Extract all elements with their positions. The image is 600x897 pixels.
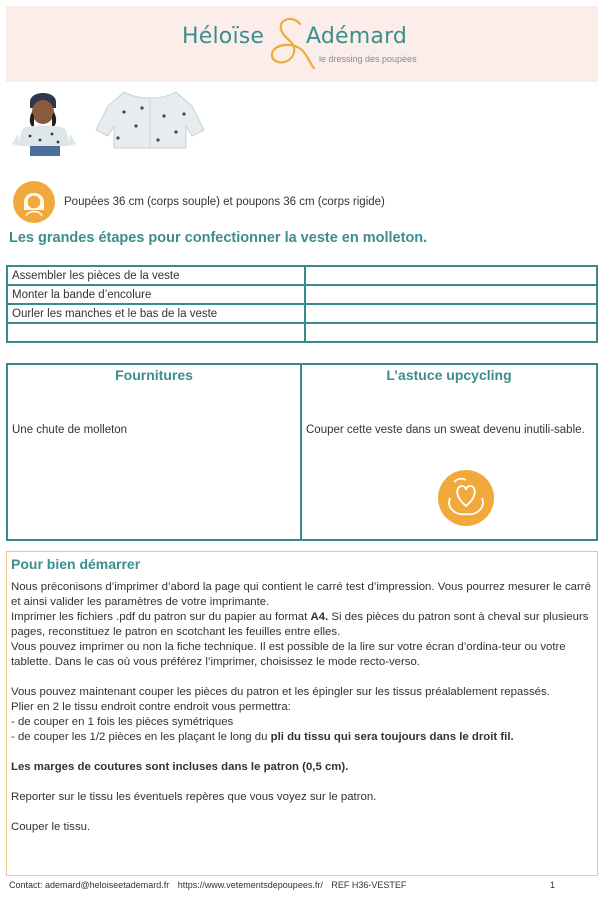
table-row xyxy=(7,304,597,323)
paragraph: Vous pouvez maintenant couper les pièces du patron et les épingler sur les tissus préalablement repassés. xyxy=(11,686,550,698)
website-link[interactable]: https://www.vetementsdepoupees.fr/ xyxy=(177,880,323,890)
doll-photo xyxy=(8,86,80,158)
footer xyxy=(9,880,569,890)
page-number: 1 xyxy=(550,880,556,890)
header-banner xyxy=(6,6,598,82)
contact-email[interactable]: Contact: ademard@heloiseetademard.fr xyxy=(9,880,170,890)
getting-started-box xyxy=(6,551,598,876)
step-cell: Assembler les pièces de la veste xyxy=(7,266,305,285)
seam-allowance-note: Les marges de coutures sont incluses dans le patron (0,5 cm). xyxy=(11,761,349,773)
upcycling-text: Couper cette veste dans un sweat devenu inutili-sable. xyxy=(306,424,585,436)
brand-name-right: Adémard xyxy=(306,24,408,49)
paragraph: Couper le tissu. xyxy=(11,821,91,833)
step-empty-cell xyxy=(305,323,597,342)
upcycling-box xyxy=(300,363,598,541)
getting-started-title: Pour bien démarrer xyxy=(11,556,141,572)
doll-size-info: Poupées 36 cm (corps souple) et poupons 36 cm (corps rigide) xyxy=(64,196,385,208)
supplies-title: Fournitures xyxy=(115,367,193,383)
paragraph: - de couper en 1 fois les pièces symétriques xyxy=(11,716,234,728)
paragraph: Imprimer les fichiers .pdf du patron sur du papier au format A4. Si des pièces du patron sont à cheval sur plusieurs pages, reconstituez le patron en scotchant les feuilles entre elles. xyxy=(11,611,589,638)
supplies-text: Une chute de molleton xyxy=(12,424,128,436)
steps-title: Les grandes étapes pour confectionner la veste en molleton. xyxy=(9,230,428,246)
table-row xyxy=(7,285,597,304)
reference-code: REF H36-VESTEF xyxy=(331,880,407,890)
step-empty-cell xyxy=(305,285,597,304)
getting-started-body xyxy=(11,580,591,835)
heart-hands-icon xyxy=(436,468,496,528)
brand-tagline: le dressing des poupées xyxy=(319,54,417,64)
step-cell xyxy=(7,323,305,342)
paragraph: Vous pouvez imprimer ou non la fiche technique. Il est possible de la lire sur votre écran d’ordina-teur ou votre tablette. Dans le cas où vous préférez l’imprimer, choisissez le mode recto-verso. xyxy=(11,641,566,668)
jacket-photo xyxy=(94,86,206,152)
step-empty-cell xyxy=(305,266,597,285)
paragraph: Nous préconisons d’imprimer d’abord la page qui contient le carré test d’impression. Vous pourrez mesurer le carré et ainsi valider les paramètres de votre imprimante. xyxy=(11,581,591,608)
table-row xyxy=(7,323,597,342)
paragraph: Plier en 2 le tissu endroit contre endroit vous permettra: xyxy=(11,701,291,713)
table-row xyxy=(7,266,597,285)
paragraph: Reporter sur le tissu les éventuels repères que vous voyez sur le patron. xyxy=(11,791,377,803)
paragraph: - de couper les 1/2 pièces en les plaçant le long du pli du tissu qui sera toujours dans le droit fil. xyxy=(11,731,514,743)
grain-line-note: pli du tissu qui sera toujours dans le droit fil. xyxy=(270,731,514,743)
step-cell: Ourler les manches et le bas de la veste xyxy=(7,304,305,323)
paper-format: A4. xyxy=(310,611,329,623)
steps-table xyxy=(6,265,598,343)
brand-logo xyxy=(176,24,436,76)
doll-face-icon xyxy=(12,180,56,224)
upcycling-title: L’astuce upcycling xyxy=(386,367,512,383)
step-cell: Monter la bande d’encolure xyxy=(7,285,305,304)
supplies-box xyxy=(6,363,302,541)
step-empty-cell xyxy=(305,304,597,323)
brand-name-left: Héloïse xyxy=(182,24,265,49)
